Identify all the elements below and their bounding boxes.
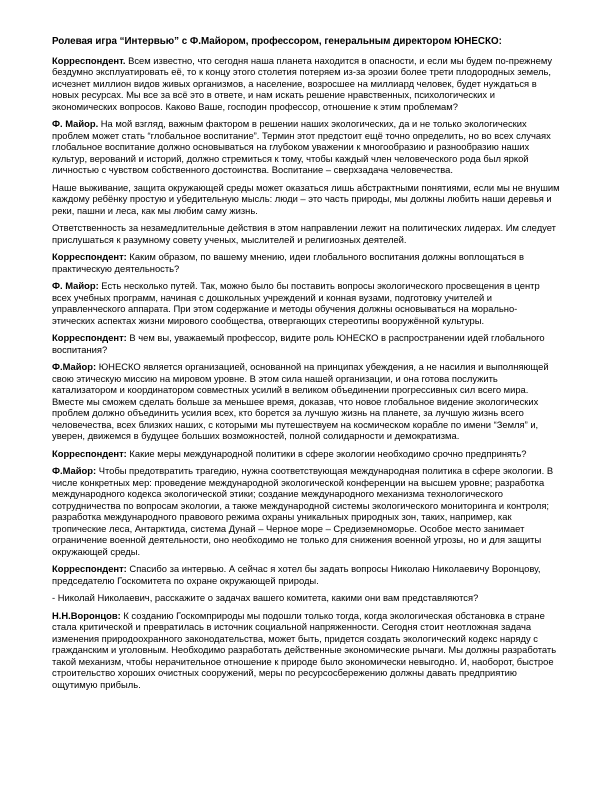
interview-paragraph [52,222,560,245]
paragraph-text: ЮНЕСКО является организацией, основанной на принципах убеждения, а не насилия и выполняющей свою этическую миссию на мировом уровне. В этом сила нашей организации, и она готова послужить катализатором и координатором совместных усилий в великом объединении прогрессивных сил всего мира. Вместе мы сможем сделать больше за меньшее время, доказав, что новое глобальное видение экологических проблем должно объединить усилия всех, кто борется за лучшую жизнь на планете, за лучшую жизнь всего человечества, всех близких наших, с которыми мы путешествуем на космическом корабле по имени “Земля” и, уверен, движемся в будущее больших возможностей, полной солидарности и демократизма. [52,361,549,441]
document-title: Ролевая игра “Интервью” с Ф.Майором, профессором, генеральным директором ЮНЕСКО: [52,36,502,47]
interview-paragraph [52,592,560,604]
interview-paragraph [52,332,560,355]
speaker-label: Корреспондент: [52,251,127,262]
speaker-label: Корреспондент: [52,332,127,343]
speaker-label: Корреспондент: [52,563,127,574]
speaker-label: Ф. Майор: [52,280,99,291]
interview-paragraph [52,182,560,217]
paragraph-text: К созданию Госкомприроды мы подошли только тогда, когда экологическая обстановка в стране стала критической и превратилась в источник социальной напряженности. Сегодня стоит неотложная задача изменения природоохранного законодательства, может быть, придется создать экологический кодекс наряду с гражданским и уголовным. Необходимо разработать действенные экономические рычаги. Мы должны разработать такой механизм, чтобы нерачительное отношение к природе было экономически невыгодно. И, наоборот, быстрое строительство хороших очистных сооружений, меры по ресурсосбережению должны давать предприятию ощутимую прибыль. [52,609,557,690]
interview-paragraph [52,448,560,460]
paragraph-text: Наше выживание, защита окружающей среды может оказаться лишь абстрактными понятиями, если мы не внушим каждому ребёнку простую и убедительную мысль: люди – это часть природы, мы должны любить наши деревья и реки, пашни и леса, как мы любим саму жизнь. [52,181,560,216]
interview-paragraph [52,280,560,326]
document-page [52,36,560,696]
speaker-label: Ф.Майор: [52,361,97,372]
paragraph-text: Ответственность за незамедлительные действия в этом направлении лежит на политических лидерах. Им следует прислушаться к разумному совету ученых, мыслителей и религиозных деятелей. [52,222,556,245]
interview-paragraph [52,55,560,113]
paragraph-text: Всем известно, что сегодня наша планета находится в опасности, и если мы будем по-прежнему бездумно эксплуатировать её, то к концу этого столетия потеряем из-за эрозии более трети плодородных земель, исчезнет миллион видов живых организмов, а население, возросшее на миллиард человек, будет нуждаться в новых ресурсах. Мы все за всё это в ответе, и нам искать решение нравственных, психологических и экономических вопросов. Каково Ваше, господин профессор, отношение к этим проблемам? [52,54,553,112]
paragraph-text: Каким образом, по вашему мнению, идеи глобального воспитания должны воплощаться в практическую деятельность? [52,251,524,274]
paragraph-text: Есть несколько путей. Так, можно было бы поставить вопросы экологического просвещения в центр всех учебных программ, начиная с дошкольных учреждений и конная вузами, подготовку учителей и управленческого аппарата. При этом содержание и методы обучения должны основываться на морально-этических аспектах жизни мирового сообщества, отвергающих стереотипы вооружённой культуры. [52,280,540,326]
speaker-label: Н.Н.Воронцов: [52,609,121,621]
speaker-label: Ф. Майор. [52,118,99,129]
paragraph-text: В чем вы, уважаемый профессор, видите роль ЮНЕСКО в распространении идей глобального воспитания? [52,332,545,355]
paragraph-text: Какие меры международной политики в сфере экологии необходимо срочно предпринять? [126,447,527,459]
paragraph-text: Чтобы предотвратить трагедию, нужна соответствующая международная политика в сфере экологии. В числе конкретных мер: проведение международной экологической конференции на высшем уровне; разработка международного кодекса экологической этики; создание международного механизма технологического сотрудничества по вопросам экологии, а также международной системы экологического мониторинга и контроля; разработка международного правового режима охраны уникальных природных зон, таких, например, как тропические леса, Антарктида, система Дунай – Черное море – Средиземноморье. Особое место занимает ограничение военной деятельности, оно необходимо не только для снижения военной угрозы, но и для защиты окружающей среды. [52,465,554,557]
interview-paragraph [52,610,560,691]
paragraph-text: На мой взгляд, важным фактором в решении наших экологических, да и не только экологических проблем может стать “глобальное воспитание”. Термин этот предстоит ещё точно определить, но во всех случаях глобальное воспитание должно основываться на глубоком уважении к многообразию и разнообразию наших культур, верований и историй, должно стремиться к тому, чтобы каждый член человеческого рода был яркой личностью с чувством собственного достоинства. Воспитание – сверхзадача человечества. [52,118,551,175]
interview-paragraph [52,251,560,274]
speaker-label: Ф.Майор: [52,465,97,476]
interview-paragraph [52,563,560,586]
interview-paragraph [52,118,560,176]
paragraph-text: Спасибо за интервью. А сейчас я хотел бы задать вопросы Николаю Николаевичу Воронцову, председателю Госкомитета по охране окружающей природы. [52,563,541,586]
interview-paragraph [52,465,560,557]
interview-body [52,55,560,691]
speaker-label: Корреспондент. [52,54,126,66]
paragraph-text: - Николай Николаевич, расскажите о задачах вашего комитета, какими они вам представляются? [52,592,479,603]
interview-paragraph [52,361,560,442]
speaker-label: Корреспондент: [52,447,127,459]
